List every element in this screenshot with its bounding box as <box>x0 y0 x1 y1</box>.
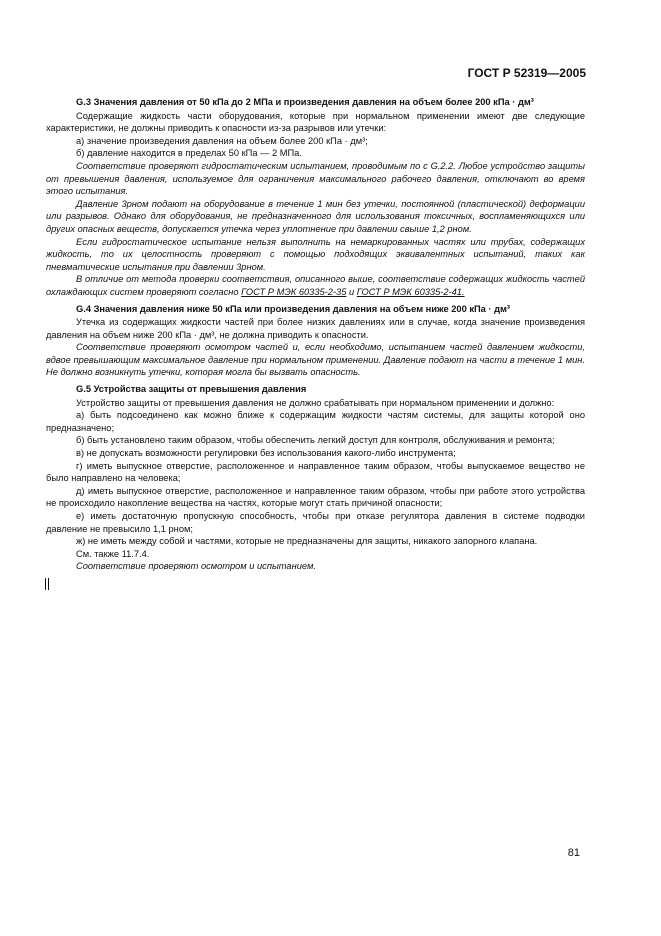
g5-compliance-text: Соответствие проверяют осмотром и испытанием. <box>76 561 316 572</box>
g3-compliance-text: Если гидростатическое испытание нельзя выполнить на немаркированных частях или трубах, содержащих жидкость, то их целостность проверяют с помощью подходящих эквивалентных испытаний, таких как пневматические испытания при давлении 3pном. <box>46 236 585 272</box>
g4-compliance-text: Соответствие проверяют осмотром частей и, если необходимо, испытанием частей давлением жидкости, вдвое превышающим максимальное давление при нормальном применении. Давление подают на части в течение 1 мин. Не должно возникнуть утечки, которая могла бы вызвать опасность. <box>46 342 585 378</box>
g5-list-item: е) иметь достаточную пропускную способность, чтобы при отказе регулятора давления в системе подводки давление не превысило 1,1 pном; <box>46 511 585 534</box>
g5-see-also: См. также 11.7.4. <box>76 548 150 559</box>
g5-list-item: а) быть подсоединено как можно ближе к содержащим жидкости частям системы, для защиты которой оно предназначено; <box>46 410 585 433</box>
g3-paragraph: Содержащие жидкость части оборудования, которые при нормальном применении имеют две следующие характеристики, не должны приводить к опасности из-за разрывов или утечки: <box>46 110 585 134</box>
g3-compliance-text: Соответствие проверяют гидростатическим испытанием, проводимым по с G.2.2. Любое устройство защиты от превышения давления, используемое для ограничения максимального рабочего давления, отключают во время этого испытания. <box>46 160 585 197</box>
section-g4-title: G.4 Значения давления ниже 50 кПа или произведения давления на объем ниже 200 кПа · дм³ <box>76 303 510 314</box>
g5-paragraph: Устройство защиты от превышения давления не должно срабатывать при нормальном применении и должно: <box>76 397 555 408</box>
change-bar-marker <box>45 578 49 590</box>
g3-list-item: а) значение произведения давления на объем более 200 кПа · дм³; <box>76 135 368 146</box>
g5-list-item: б) быть установлено таким образом, чтобы обеспечить легкий доступ для контроля, обслуживания и ремонта; <box>76 435 555 446</box>
g5-list-item: д) иметь выпускное отверстие, расположенное и направленное таким образом, чтобы при работе этого устройства не происходило накопление вещества на частях, которые могут стать причиной опасности; <box>46 485 585 509</box>
gost-reference-link[interactable]: ГОСТ Р МЭК 60335-2-35 <box>241 286 347 297</box>
section-g3-title: G.3 Значения давления от 50 кПа до 2 МПа и произведения давления на объем более 200 кПа · дм³ <box>76 97 534 107</box>
g5-list-item: г) иметь выпускное отверстие, расположенное и направленное таким образом, чтобы выпускаемое вещество не было направлено на человека; <box>46 460 585 484</box>
g5-list-item: ж) не иметь между собой и частями, которые не предназначены для защиты, никакого запорного клапана. <box>76 536 538 547</box>
document-body <box>46 96 585 573</box>
g3-compliance-text <box>46 273 585 298</box>
document-header: ГОСТ Р 52319—2005 <box>467 66 586 80</box>
page-number: 81 <box>567 847 580 859</box>
g3-list-item: б) давление находится в пределах 50 кПа — 2 МПа. <box>76 148 302 159</box>
g4-paragraph: Утечка из содержащих жидкости частей при более низких давлениях или в случае, когда значение произведения давления на объем ниже 200 кПа · дм³, не должна приводить к опасности. <box>46 317 585 340</box>
section-g5-title: G.5 Устройства защиты от превышения давления <box>76 384 307 395</box>
gost-reference-link[interactable]: ГОСТ Р МЭК 60335-2-41. <box>356 286 465 297</box>
g3-p7-text: В отличие от метода проверки соответствия, описанного выше, соответствие содержащих жидкость частей охлаждающих систем проверяют согласно <box>46 274 585 297</box>
g3-compliance-text: Давление 3pном подают на оборудование в течение 1 мин без утечки, постоянной (пластической) деформации или разрывов. Однако для оборудования, не предназначенного для использования токсичных, воспламеняющихся или других опасных веществ, допускается утечка через уплотнение при давлении свыше 1,2 pном. <box>46 198 585 234</box>
g3-p7-and: и <box>346 286 357 297</box>
g5-list-item: в) не допускать возможности регулировки без использования какого-либо инструмента; <box>76 448 456 459</box>
